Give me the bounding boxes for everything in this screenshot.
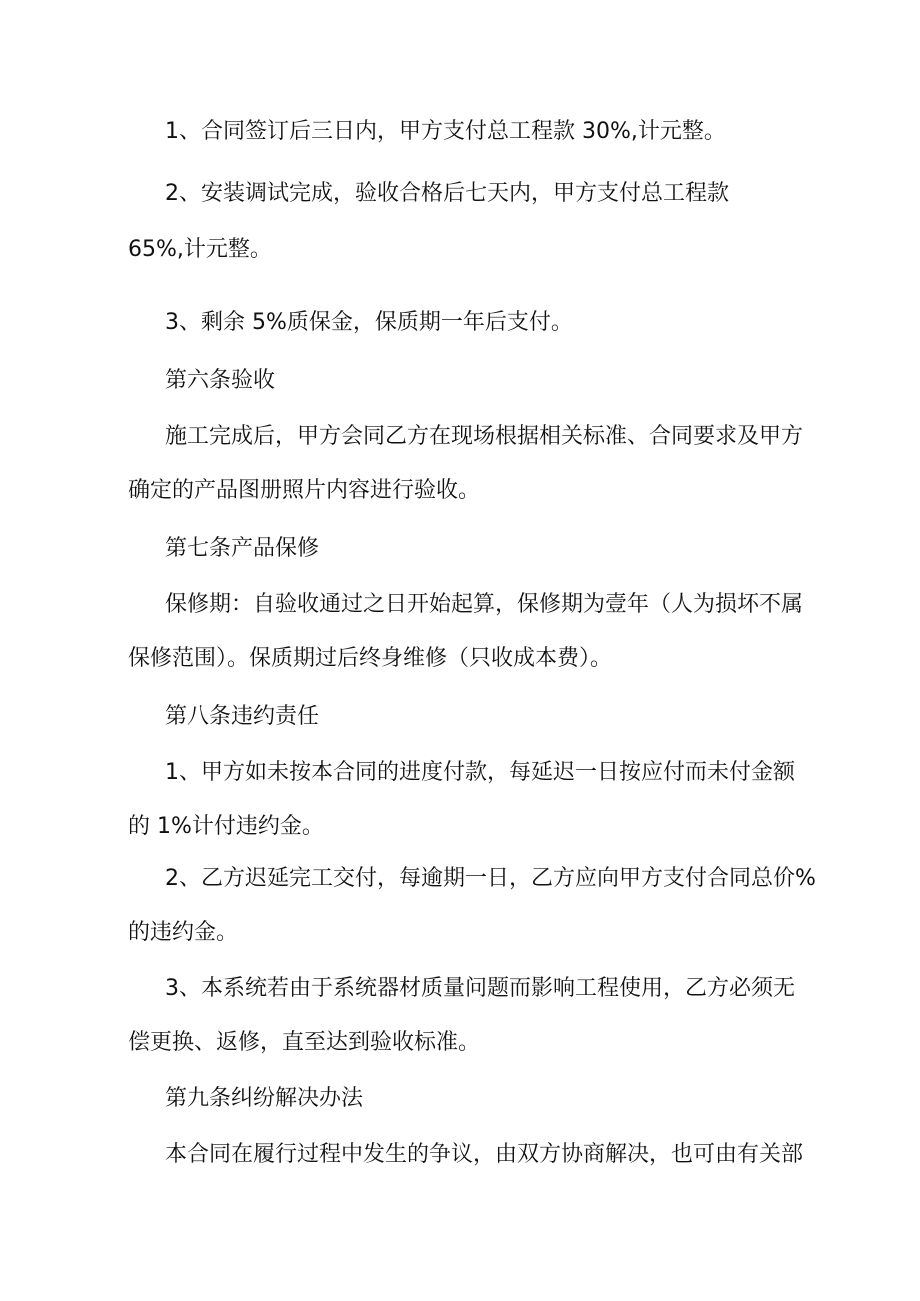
breach-clause-3-line-2: 偿更换、返修，直至达到验收标准。	[128, 1030, 481, 1055]
breach-clause-3-line-1: 3、本系统若由于系统器材质量问题而影响工程使用，乙方必须无	[165, 976, 795, 1001]
breach-clause-1-line-2: 的 1%计付违约金。	[128, 814, 324, 839]
section-heading-warranty: 第七条产品保修	[165, 536, 320, 561]
breach-clause-1-line-1: 1、甲方如未按本合同的进度付款，每延迟一日按应付而未付金额	[165, 760, 795, 785]
payment-clause-2-line-2: 65%,计元整。	[128, 237, 272, 262]
payment-clause-1: 1、合同签订后三日内，甲方支付总工程款 30%,计元整。	[165, 119, 726, 144]
dispute-paragraph-line-1: 本合同在履行过程中发生的争议，由双方协商解决，也可由有关部	[165, 1142, 804, 1167]
breach-clause-2-line-2: 的违约金。	[128, 920, 239, 945]
breach-clause-2-line-1: 2、乙方迟延完工交付，每逾期一日，乙方应向甲方支付合同总价%	[165, 866, 816, 891]
acceptance-paragraph-line-1: 施工完成后，甲方会同乙方在现场根据相关标准、合同要求及甲方	[165, 424, 804, 449]
payment-clause-2-line-1: 2、安装调试完成，验收合格后七天内，甲方支付总工程款	[165, 181, 729, 206]
section-heading-dispute: 第九条纠纷解决办法	[165, 1086, 364, 1111]
acceptance-paragraph-line-2: 确定的产品图册照片内容进行验收。	[128, 478, 481, 503]
payment-clause-3: 3、剩余 5%质保金，保质期一年后支付。	[165, 310, 573, 335]
warranty-paragraph-line-1: 保修期：自验收通过之日开始起算，保修期为壹年（人为损坏不属	[165, 592, 804, 617]
section-heading-acceptance: 第六条验收	[165, 368, 276, 393]
warranty-paragraph-line-2: 保修范围）。保质期过后终身维修（只收成本费）。	[128, 646, 613, 671]
section-heading-breach: 第八条违约责任	[165, 704, 320, 729]
